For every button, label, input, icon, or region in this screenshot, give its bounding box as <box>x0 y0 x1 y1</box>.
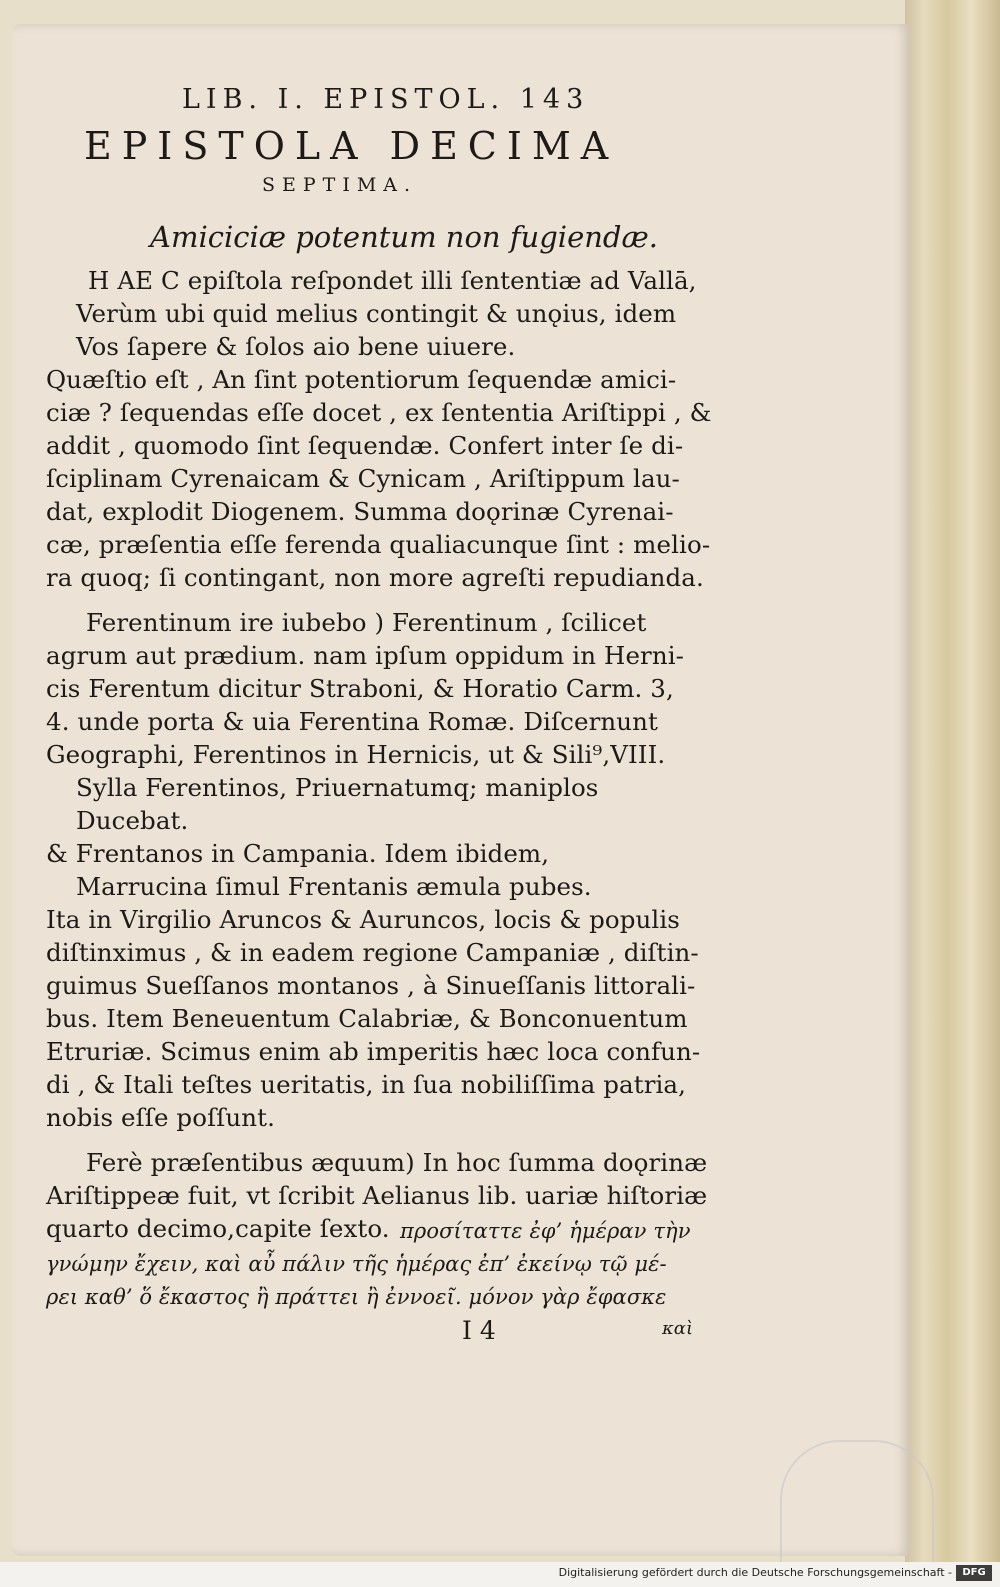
epistle-heading: Amiciciæ potentum non fugiendæ. <box>150 220 658 254</box>
body-line: Ita in Virgilio Aruncos & Auruncos, locis & populis <box>46 905 680 934</box>
body-line: diſtinximus , & in eadem regione Campaniæ , diſtin- <box>46 938 699 967</box>
body-line: ſciplinam Cyrenaicam & Cynicam , Ariſtippum lau- <box>46 464 680 493</box>
body-line: Ferè præſentibus æquum) In hoc ſumma doǫrinæ <box>86 1148 708 1177</box>
dfg-logo: DFG <box>956 1565 992 1581</box>
body-line: Ferentinum ire iubebo ) Ferentinum , ſcilicet <box>86 608 647 637</box>
body-line: Geographi, Ferentinos in Hernicis, ut & Sili⁹,VIII. <box>46 740 666 769</box>
body-line: H AE C epiſtola reſpondet illi ſententiæ ad Vallā, <box>88 266 697 295</box>
body-line: Marrucina ſimul Frentanis æmula pubes. <box>76 872 592 901</box>
catchword: καὶ <box>662 1318 694 1339</box>
body-line: guimus Sueſſanos montanos , à Sinueſſanis littorali- <box>46 971 696 1000</box>
body-line: cæ, præſentia eſſe ferenda qualiacunque ſint : melio- <box>46 530 711 559</box>
funding-credit: Digitalisierung gefördert durch die Deutsche Forschungsgemeinschaft - <box>558 1566 952 1579</box>
body-line: addit , quomodo ſint ſequendæ. Confert inter ſe di- <box>46 431 684 460</box>
greek-line: ρει καθ’ ὅ ἔκαστος ἢ πράττει ἢ ἐννοεῖ. μόνον γὰρ ἔφασκε <box>46 1285 667 1309</box>
body-line: dat, explodit Diogenem. Summa doǫrinæ Cyrenai- <box>46 497 674 526</box>
body-line: di , & Itali teſtes ueritatis, in ſua nobiliſſima patria, <box>46 1070 687 1099</box>
body-line: agrum aut prædium. nam ipſum oppidum in Herni- <box>46 641 685 670</box>
signature-mark: I 4 <box>462 1316 496 1345</box>
body-line: Sylla Ferentinos, Priuernatumq; maniplos <box>76 773 599 802</box>
body-line: Etruriæ. Scimus enim ab imperitis hæc loca confun- <box>46 1037 701 1066</box>
body-line: Vos ſapere & ſolos aio bene uiuere. <box>76 332 516 361</box>
body-line: ra quoq; ſi contingant, non more agreſti repudianda. <box>46 563 704 592</box>
epistle-title: EPISTOLA DECIMA <box>84 124 619 168</box>
running-head: LIB. I. EPISTOL. 143 <box>182 84 590 115</box>
epistle-subtitle: SEPTIMA. <box>262 174 418 196</box>
body-line: nobis eſſe poſſunt. <box>46 1103 275 1132</box>
greek-line: γνώμην ἔχειν, καὶ αὖ πάλιν τῆς ἡμέρας ἐπ’ ἐκείνῳ τῷ μέ- <box>46 1252 667 1276</box>
body-line: Ariſtippeæ fuit, vt ſcribit Aelianus lib. uariæ hiſtoriæ <box>46 1181 708 1210</box>
body-line: Quæſtio eſt , An ſint potentiorum ſequendæ amici- <box>46 365 677 394</box>
body-line: ciæ ? ſequendas eſſe docet , ex ſententia Ariſtippi , & <box>46 398 712 427</box>
body-line: & Frentanos in Campania. Idem ibidem, <box>46 839 550 868</box>
body-line: Verùm ubi quid melius contingit & unǫius, idem <box>76 299 677 328</box>
greek-line: προσίταττε ἐφ’ ἡμέραν τὴν <box>400 1219 691 1243</box>
body-line: quarto decimo,capite ſexto. <box>46 1214 390 1243</box>
body-line: cis Ferentum dicitur Straboni, & Horatio Carm. 3, <box>46 674 674 703</box>
body-line: 4. unde porta & uia Ferentina Romæ. Diſcernunt <box>46 707 658 736</box>
body-line: Ducebat. <box>76 806 189 835</box>
body-line: bus. Item Beneuentum Calabriæ, & Bonconuentum <box>46 1004 688 1033</box>
